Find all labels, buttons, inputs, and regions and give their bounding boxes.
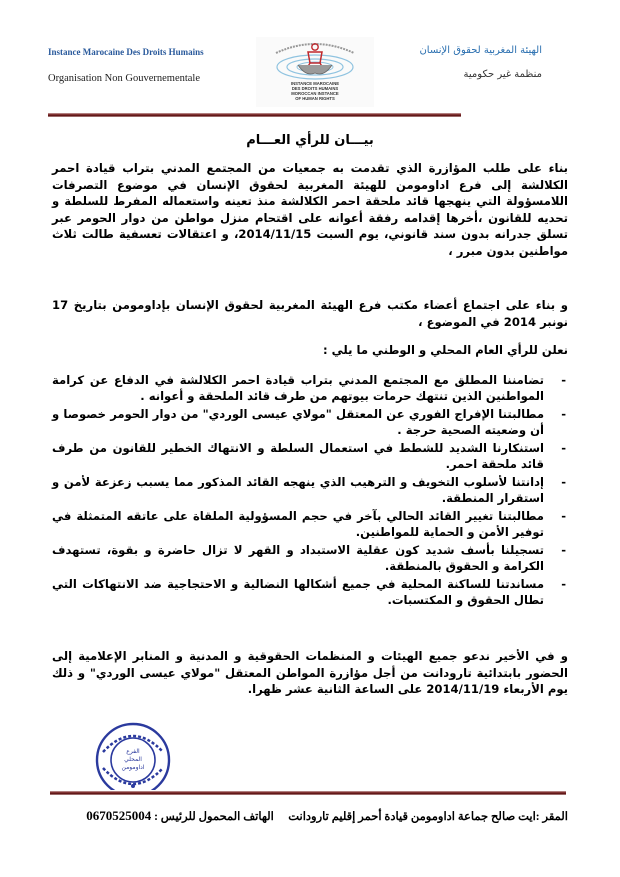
footer-contact xyxy=(30,808,568,824)
list-item xyxy=(52,508,568,540)
list-item-text: تضامننا المطلق مع المجتمع المدني بتراب قيادة احمر الكلالشة في الدفاع عن كرامة المواطنين الذين تنتهك حرمات بيوتهم من طرف قائد الملحقة و أعوانه . xyxy=(52,373,544,403)
logo-line-3: MOROCCAN INSTANCE xyxy=(291,91,339,96)
list-item-text: إدانتنا لأسلوب التخويف و الترهيب الذي ينهجه القائد المذكور مما يسبب زعزعة لأمن و استقرار المنطقة. xyxy=(52,475,544,505)
list-item xyxy=(52,440,568,472)
stamp-line-2: المحلي xyxy=(124,756,142,763)
demands-list xyxy=(52,372,568,610)
footer-divider xyxy=(50,791,566,795)
bullet-dash-icon: - xyxy=(561,475,566,489)
header-divider xyxy=(48,113,461,117)
footer-address: المقر :ايت صالح جماعة اداومومن قيادة أحمر إقليم تارودانت xyxy=(288,811,568,823)
paragraph-call-to-action: و في الأخير ندعو جميع الهيئات و المنظمات الحقوقية و المدنية و المنابر الإعلامية إلى الحضور بابتدائية تارودانت من أجل مؤازرة المواطن المعتقل "مولاي عيسى الوردي" و ذلك يوم الأربعاء 2014/11/19 على الساعة الثانية عشر ظهرا. xyxy=(52,649,568,696)
bullet-dash-icon: - xyxy=(561,543,566,557)
org-name-arabic: الهيئة المغربية لحقوق الإنسان xyxy=(419,45,542,56)
bullet-dash-icon: - xyxy=(561,373,566,387)
list-item xyxy=(52,406,568,438)
org-name-french: Instance Marocaine Des Droits Humains xyxy=(48,47,204,57)
logo-line-1: INSTANCE MAROCAINE xyxy=(290,81,340,86)
paragraph-announcement: نعلن للرأي العام المحلي و الوطني ما يلي : xyxy=(322,343,568,357)
letterhead-left xyxy=(48,47,248,84)
list-item xyxy=(52,372,568,404)
org-subtitle-arabic: منظمة غير حكومية xyxy=(463,69,542,80)
list-item-text: مساندتنا للساكنة المحلية في جميع أشكالها النضالية و الاحتجاجية ضد الانتهاكات التي تطال الحقوق و المكتسبات. xyxy=(52,577,544,607)
stamp-line-1: الفرع xyxy=(126,748,140,755)
logo-line-2: DES DROITS HUMAINS xyxy=(291,86,339,91)
list-item-text: مطالبتنا الإفراج الفوري عن المعتقل "مولاي عيسى الوردي" من دوار الحومر خصوصا و أن وضعيته الصحية حرجة . xyxy=(52,407,544,437)
list-item xyxy=(52,576,568,608)
letterhead xyxy=(0,0,620,120)
list-item-text: استنكارنا الشديد للشطط في استعمال السلطة و الانتهاك الخطير للقانون من طرف قائد ملحقة احمر. xyxy=(52,441,544,471)
list-item-text: مطالبتنا تغيير القائد الحالي بآخر في حجم المسؤولية الملقاة على عاتقه المتمثلة في توفير الأمن و الحماية للمواطنين. xyxy=(52,509,544,539)
logo-caption xyxy=(256,81,374,101)
footer-phone-number: 0670525004 xyxy=(86,808,152,823)
official-stamp xyxy=(87,722,179,790)
org-subtitle-french: Organisation Non Gouvernementale xyxy=(48,73,201,84)
stamp-line-3: اداومومن xyxy=(121,764,145,771)
document-title: بيـــان للرأي العـــام xyxy=(246,133,374,148)
paragraph-meeting: و بناء على اجتماع أعضاء مكتب فرع الهيئة المغربية لحقوق الإنسان بإداومومن بتاريخ 17 نونبر 2014 في الموضوع ، xyxy=(52,298,568,329)
list-item xyxy=(52,542,568,574)
list-item xyxy=(52,474,568,506)
letterhead-right xyxy=(342,45,542,80)
bullet-dash-icon: - xyxy=(561,509,566,523)
stamp-seal-icon xyxy=(87,722,179,790)
bullet-dash-icon: - xyxy=(561,577,566,591)
bullet-dash-icon: - xyxy=(561,407,566,421)
list-item-text: تسجيلنا بأسف شديد كون عقلية الاستبداد و القهر لا تزال حاضرة و بقوة، تستهدف الكرامة و الحقوق بالمنطقة. xyxy=(52,543,544,573)
footer-phone-label: الهاتف المحمول للرئيس : xyxy=(154,811,274,823)
bullet-dash-icon: - xyxy=(561,441,566,455)
paragraph-context: بناء على طلب المؤازرة الذي تقدمت به جمعيات من المجتمع المدني بتراب قيادة احمر الكلالشة إلى فرع اداومومن للهيئة المغربية لحقوق الإنسان في موضوع التصرفات اللامسؤولة التي ينهجها قائد ملحقة احمر الكلالشة منذ تعينه واستعماله المفرط للسلطة و تحديه للقانون ،أخرها إقدامه رفقة أعوانه على اقتحام منزل مواطن من دوار الحومر عبر تسلق جدرانه بدون سند قانوني، يوم السبت 2014/11/15، و اعتقالات تعسفية طالت ثلاث مواطنين بدون مبرر ، xyxy=(52,161,568,258)
logo-line-4: OF HUMAN RIGHTS xyxy=(295,96,335,101)
